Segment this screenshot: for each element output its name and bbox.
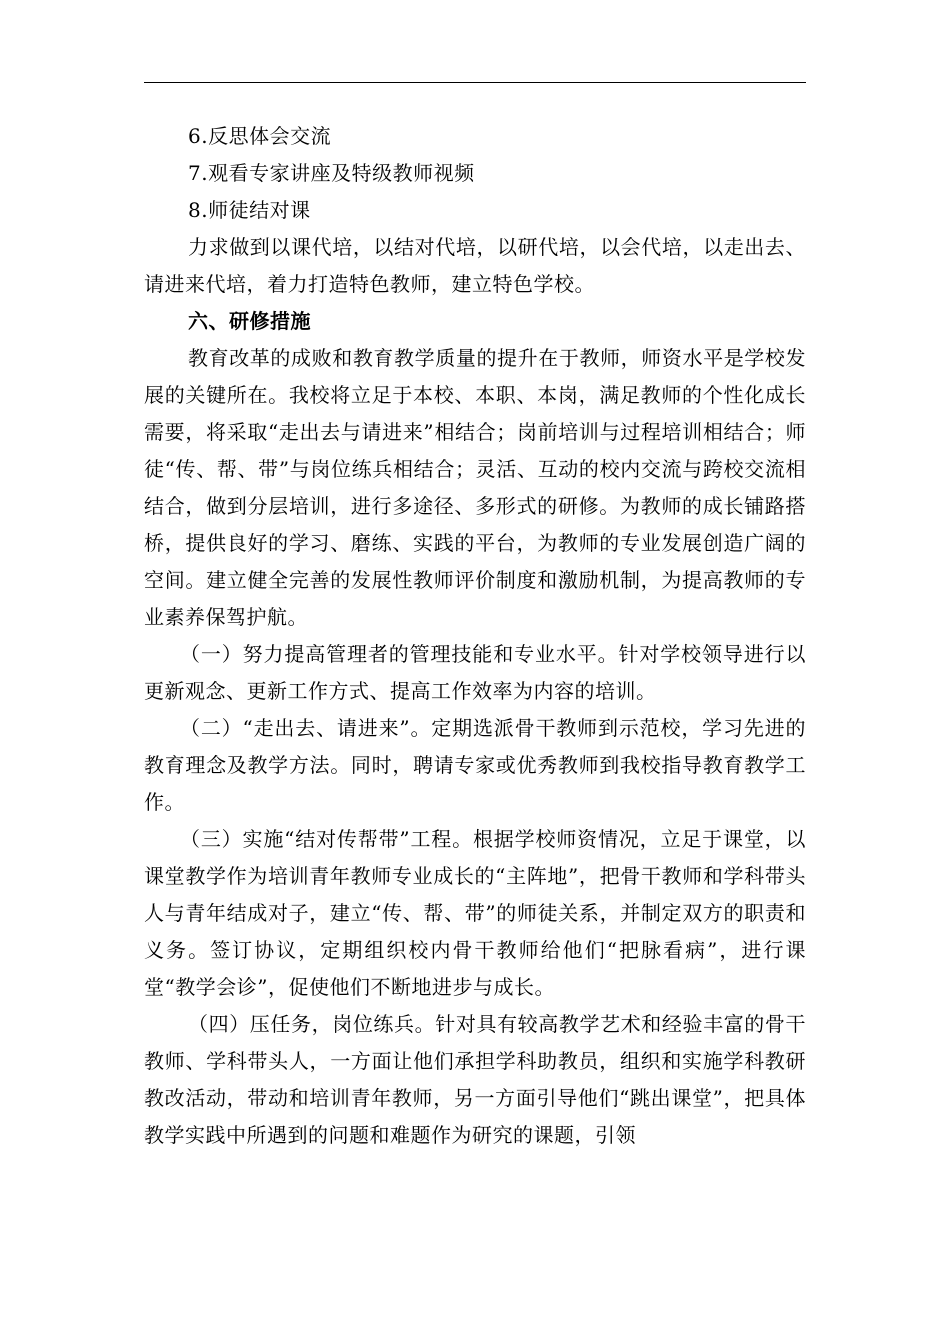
measure-paragraph-3: （三）实施“结对传帮带”工程。根据学校师资情况，立足于课堂，以课堂教学作为培训青年教师专业成长的“主阵地”，把骨干教师和学科带头人与青年结成对子，建立“传、帮、带”的师徒关系，并制定双方的职责和义务。签订协议，定期组织校内骨干教师给他们“把脉看病”，进行课堂“教学会诊”，促使他们不断地进步与成长。 (144, 827, 806, 999)
list-item: 7.观看专家讲座及特级教师视频 (188, 161, 475, 185)
measure-paragraph-1: （一）努力提高管理者的管理技能和专业水平。针对学校领导进行以更新观念、更新工作方式、提高工作效率为内容的培训。 (144, 642, 806, 703)
document-body (144, 118, 806, 1154)
measure-paragraph-4: （四）压任务，岗位练兵。针对具有较高教学艺术和经验丰富的骨干教师、学科带头人，一方面让他们承担学科助教员，组织和实施学科教研教改活动，带动和培训青年教师，另一方面引导他们“跳出课堂”，把具体教学实践中所遇到的问题和难题作为研究的课题，引领 (144, 1012, 806, 1147)
section-heading: 六、研修措施 (188, 309, 311, 333)
measure-paragraph-2: （二）“走出去、请进来”。定期选派骨干教师到示范校，学习先进的教育理念及教学方法。同时，聘请专家或优秀教师到我校指导教育教学工作。 (144, 716, 806, 814)
header-rule (144, 82, 806, 83)
list-item: 6.反思体会交流 (188, 124, 332, 148)
list-item: 8.师徒结对课 (188, 198, 311, 222)
summary-paragraph: 力求做到以课代培，以结对代培，以研代培，以会代培，以走出去、请进来代培，着力打造特色教师，建立特色学校。 (144, 235, 806, 296)
intro-paragraph: 教育改革的成败和教育教学质量的提升在于教师，师资水平是学校发展的关键所在。我校将立足于本校、本职、本岗，满足教师的个性化成长需要，将采取“走出去与请进来”相结合；岗前培训与过程培训相结合；师徒“传、帮、带”与岗位练兵相结合；灵活、互动的校内交流与跨校交流相结合，做到分层培训，进行多途径、多形式的研修。为教师的成长铺路搭桥，提供良好的学习、磨练、实践的平台，为教师的专业发展创造广阔的空间。建立健全完善的发展性教师评价制度和激励机制，为提高教师的专业素养保驾护航。 (144, 346, 806, 629)
